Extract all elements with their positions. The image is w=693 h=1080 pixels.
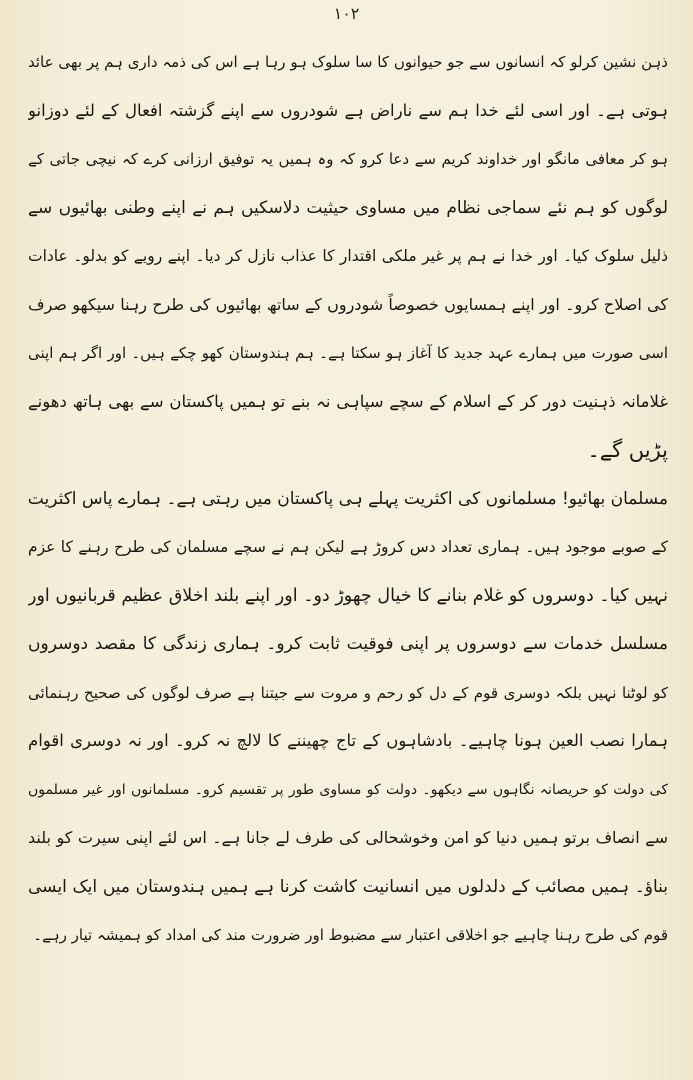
text-body bbox=[28, 38, 668, 960]
text-line: اسی صورت میں ہمارے عہد جدید کا آغاز ہو سکتا ہے۔ ہم ہندوستان کھو چکے ہیں۔ اور اگر ہم اپنی bbox=[28, 344, 668, 362]
paragraph-1 bbox=[28, 38, 668, 475]
text-line: کو لوٹنا نہیں بلکہ دوسری قوم کے دل کو رحم و مروت سے جیتنا ہے صرف لوگوں کی صحیح رہنمائی bbox=[28, 683, 668, 702]
text-line: مسلمان بھائیو! مسلمانوں کی اکثریت پہلے ہی پاکستان میں رہتی ہے۔ ہمارے پاس اکثریت bbox=[28, 488, 668, 509]
text-line: مسلسل خدمات سے دوسروں پر اپنی فوقیت ثابت کرو۔ ہماری زندگی کا مقصد دوسروں bbox=[28, 634, 668, 654]
page-number: ۱۰۲ bbox=[333, 4, 360, 23]
text-line: غلامانہ ذہنیت دور کر کے اسلام کے سچے سپاہی نہ بنے تو ہمیں پاکستان سے بھی ہاتھ دھونے bbox=[28, 391, 668, 411]
text-line: لوگوں کو ہم نئے سماجی نظام میں مساوی حیثیت دلاسکیں ہم نے اپنے وطنی بھائیوں سے bbox=[28, 197, 668, 218]
text-line: پڑیں گے۔ bbox=[587, 438, 668, 462]
text-line: ہوتی ہے۔ اور اسی لئے خدا ہم سے ناراض ہے شودروں سے اپنے گزشتہ افعال کے لئے دوزانو bbox=[28, 100, 668, 120]
paragraph-2 bbox=[28, 475, 668, 960]
text-line: ذہن نشین کرلو کہ انسانوں سے جو حیوانوں کا سا سلوک ہو رہا ہے اس کی ذمہ داری ہم پر بھی عائد bbox=[28, 53, 668, 71]
text-line: کی دولت کو حریصانہ نگاہوں سے دیکھو۔ دولت کو مساوی طور پر تقسیم کرو۔ مسلمانوں اور غیر مسلموں bbox=[28, 781, 668, 798]
text-line: ہمارا نصب العین ہونا چاہیے۔ بادشاہوں کے تاج چھیننے کا لالچ نہ کرو۔ اور نہ دوسری اقوام bbox=[28, 731, 668, 750]
text-line: سے انصاف برتو ہمیں دنیا کو امن وخوشحالی کی طرف لے جانا ہے۔ اس لئے اپنی سیرت کو بلند bbox=[28, 828, 668, 847]
text-line: قوم کی طرح رہنا چاہیے جو اخلاقی اعتبار سے مضبوط اور ضرورت مند کی امداد کو ہمیشہ تیار رہے۔ bbox=[33, 926, 668, 944]
text-line: ہو کر معافی مانگو اور خداوند کریم سے دعا کرو کہ وہ ہمیں یہ توفیق ارزانی کرے کہ نیچی جاتی کے bbox=[28, 150, 668, 168]
text-line: کی اصلاح کرو۔ اور اپنے ہمسایوں خصوصاً شودروں کے ساتھ بھائیوں کی طرح رہنا سیکھو صرف bbox=[28, 294, 668, 314]
text-line: ذلیل سلوک کیا۔ اور خدا نے ہم پر غیر ملکی اقتدار کا عذاب نازل کر دیا۔ اپنے رویے کو بدلو۔ عادات bbox=[28, 247, 668, 265]
text-line: بناؤ۔ ہمیں مصائب کے دلدلوں میں انسانیت کاشت کرنا ہے ہمیں ہندوستان میں ایک ایسی bbox=[28, 876, 668, 897]
text-line: نہیں کیا۔ دوسروں کو غلام بنانے کا خیال چھوڑ دو۔ اور اپنے بلند اخلاق عظیم قربانیوں اور bbox=[28, 585, 668, 606]
text-line: کے صوبے موجود ہیں۔ ہماری تعداد دس کروڑ ہے لیکن ہم نے سچے مسلمان کی طرح رہنے کا عزم bbox=[28, 538, 668, 556]
